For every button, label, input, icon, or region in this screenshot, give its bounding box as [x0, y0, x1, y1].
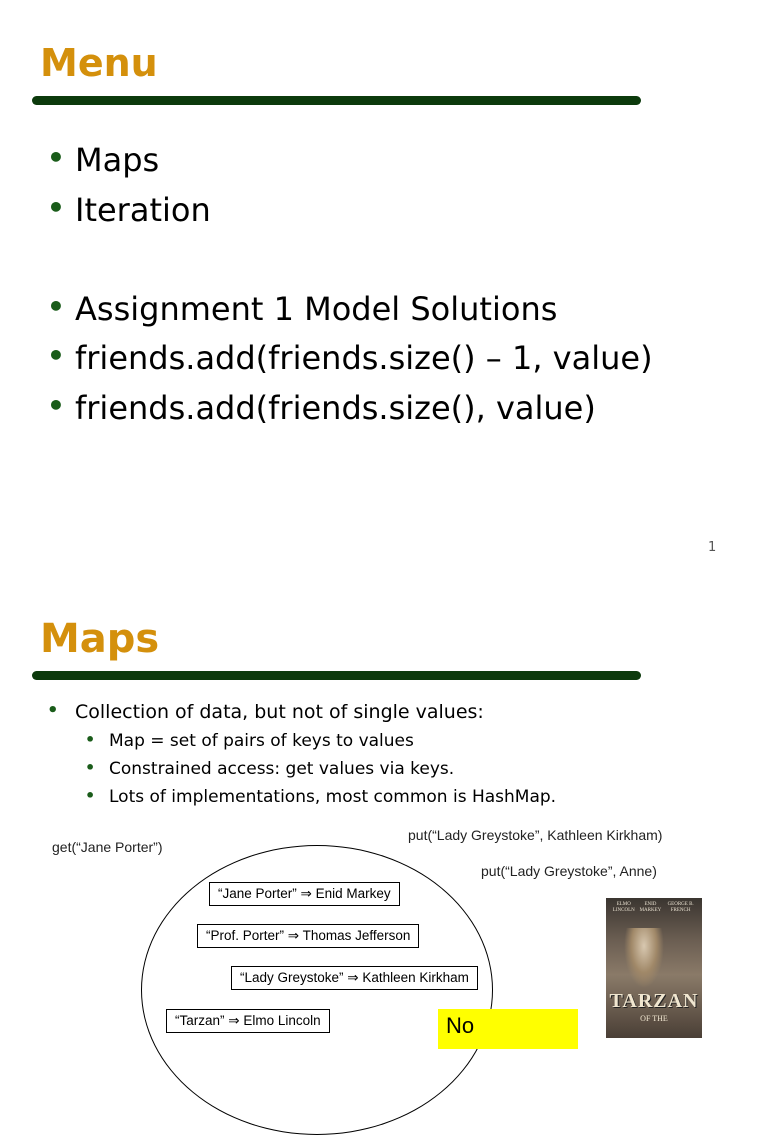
tarzan-poster-image [606, 898, 702, 1038]
poster-credit: GEORGE B. FRENCH [667, 902, 694, 913]
bullet-glyph: • [47, 700, 59, 721]
bullet-glyph: • [47, 191, 65, 224]
poster-title: TARZAN [609, 990, 699, 1012]
bullet-glyph: • [85, 758, 96, 777]
slide-maps [0, 576, 768, 1038]
slide-title: Maps [40, 616, 160, 662]
map-pair: “Tarzan” ⇒ Elmo Lincoln [166, 1009, 330, 1033]
bullet-glyph: • [47, 290, 65, 323]
poster-credit: ELMO LINCOLN [612, 902, 635, 913]
bullet-text: Maps [75, 141, 160, 179]
bullet-glyph: • [47, 141, 65, 174]
poster-credits [610, 902, 698, 914]
poster-figure [624, 928, 664, 988]
map-pair: “Prof. Porter” ⇒ Thomas Jefferson [197, 924, 419, 948]
put-call-label: put(“Lady Greystoke”, Anne) [481, 863, 657, 879]
bullet-glyph: • [85, 730, 96, 749]
sub-bullet-text: Map = set of pairs of keys to values [109, 731, 414, 751]
poster-credit: ENID MARKEY [639, 902, 662, 913]
bullet-text: Assignment 1 Model Solutions [75, 290, 558, 328]
bullet-text: friends.add(friends.size() – 1, value) [75, 339, 653, 377]
poster-subtitle: OF THE [640, 1014, 668, 1023]
slide-title: Menu [40, 41, 158, 85]
slide-number: 1 [708, 540, 717, 555]
bullet-text: friends.add(friends.size(), value) [75, 389, 596, 427]
bullet-item [47, 338, 653, 378]
get-call-label: get(“Jane Porter”) [52, 839, 163, 855]
put-call-label: put(“Lady Greystoke”, Kathleen Kirkham) [408, 827, 663, 843]
title-rule [32, 671, 641, 680]
sub-bullet-item [85, 786, 557, 807]
title-rule [32, 96, 641, 105]
bullet-glyph: • [47, 339, 65, 372]
map-pair: “Lady Greystoke” ⇒ Kathleen Kirkham [231, 966, 478, 990]
map-pair: “Jane Porter” ⇒ Enid Markey [209, 882, 400, 906]
bullet-text: Iteration [75, 191, 211, 229]
bullet-glyph: • [85, 786, 96, 805]
bullet-glyph: • [47, 389, 65, 422]
sub-bullet-text: Lots of implementations, most common is HashMap. [109, 787, 557, 807]
bullet-item [47, 388, 596, 428]
bullet-text: Collection of data, but not of single values: [75, 701, 484, 723]
sub-bullet-text: Constrained access: get values via keys. [109, 759, 455, 779]
bullet-item [47, 190, 211, 230]
sub-bullet-item [85, 758, 455, 779]
sub-bullet-item [85, 730, 414, 751]
bullet-item [47, 140, 160, 180]
bullet-item [47, 700, 484, 723]
highlight-note: No [438, 1009, 578, 1049]
bullet-item [47, 289, 558, 329]
